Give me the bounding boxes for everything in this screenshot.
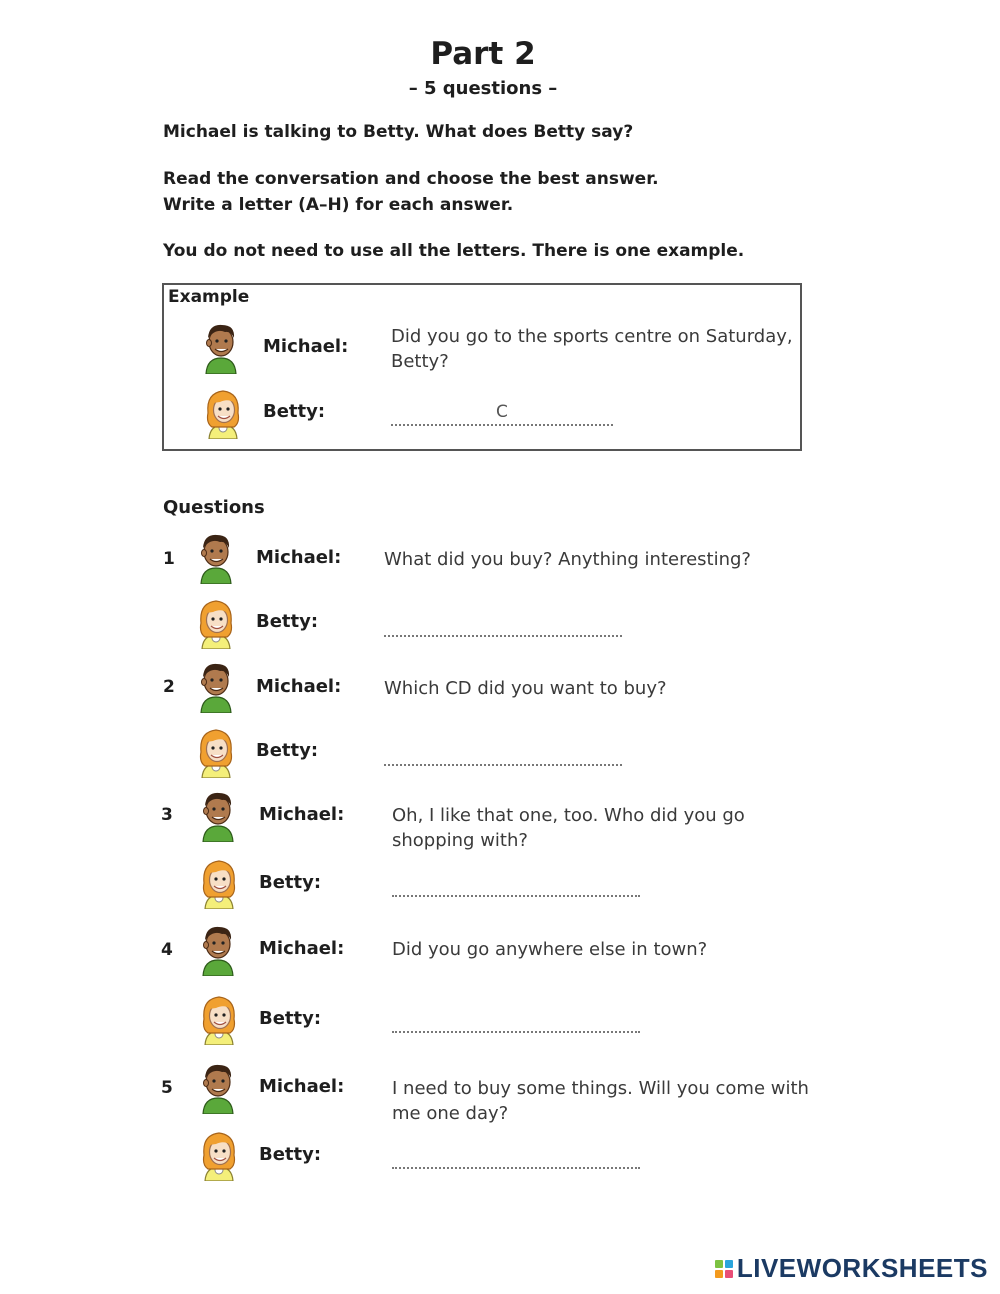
instruction-write: Write a letter (A–H) for each answer. [163, 195, 514, 215]
michael-avatar-icon [198, 318, 244, 374]
betty-label: Betty: [256, 740, 319, 761]
instruction-note: You do not need to use all the letters. There is one example. [163, 241, 745, 261]
betty-label: Betty: [256, 611, 319, 632]
page-subtitle: – 5 questions – [408, 78, 558, 99]
betty-label: Betty: [259, 1008, 322, 1029]
answer-input-4[interactable] [392, 1008, 640, 1030]
example-michael-line-2: Betty? [391, 351, 449, 372]
example-answer: C [496, 402, 508, 422]
betty-avatar-icon [200, 383, 246, 439]
michael-avatar-icon [193, 528, 239, 584]
example-betty-label: Betty: [263, 401, 326, 422]
michael-line-1: Which CD did you want to buy? [384, 678, 667, 699]
example-label: Example [168, 287, 250, 307]
michael-avatar-icon [195, 920, 241, 976]
instruction-read: Read the conversation and choose the best answer. [163, 169, 659, 189]
logo-text: LIVEWORKSHEETS [736, 1253, 988, 1283]
answer-line [384, 635, 622, 637]
answer-input-1[interactable] [384, 612, 622, 634]
betty-avatar-icon [196, 853, 242, 909]
michael-label: Michael: [256, 547, 342, 568]
michael-line-1: Oh, I like that one, too. Who did you go [392, 805, 745, 826]
questions-heading: Questions [163, 497, 265, 518]
michael-avatar-icon [193, 657, 239, 713]
michael-line-1: Did you go anywhere else in town? [392, 939, 708, 960]
michael-line-1: I need to buy some things. Will you come with [392, 1078, 809, 1099]
betty-avatar-icon [193, 593, 239, 649]
question-number: 1 [163, 549, 175, 569]
example-michael-line-1: Did you go to the sports centre on Saturday, [391, 326, 793, 347]
question-number: 3 [161, 805, 173, 825]
michael-label: Michael: [259, 1076, 345, 1097]
betty-label: Betty: [259, 872, 322, 893]
answer-line [392, 1167, 640, 1169]
michael-label: Michael: [259, 804, 345, 825]
question-number: 2 [163, 677, 175, 697]
question-number: 4 [161, 940, 173, 960]
answer-input-2[interactable] [384, 741, 622, 763]
answer-line [384, 764, 622, 766]
question-number: 5 [161, 1078, 173, 1098]
michael-line-2: me one day? [392, 1103, 509, 1124]
page-title: Part 2 [430, 36, 536, 72]
liveworksheets-logo [715, 1253, 988, 1284]
logo-grid-icon [715, 1260, 733, 1278]
michael-label: Michael: [256, 676, 342, 697]
michael-label: Michael: [259, 938, 345, 959]
michael-avatar-icon [195, 786, 241, 842]
answer-line [392, 895, 640, 897]
answer-input-5[interactable] [392, 1144, 640, 1166]
michael-line-2: shopping with? [392, 830, 528, 851]
betty-avatar-icon [193, 722, 239, 778]
michael-avatar-icon [195, 1058, 241, 1114]
betty-label: Betty: [259, 1144, 322, 1165]
michael-line-1: What did you buy? Anything interesting? [384, 549, 751, 570]
betty-avatar-icon [196, 989, 242, 1045]
example-michael-label: Michael: [263, 336, 349, 357]
answer-input-3[interactable] [392, 872, 640, 894]
betty-avatar-icon [196, 1125, 242, 1181]
example-answer-line [391, 424, 613, 426]
instruction-context: Michael is talking to Betty. What does Betty say? [163, 122, 634, 142]
answer-line [392, 1031, 640, 1033]
